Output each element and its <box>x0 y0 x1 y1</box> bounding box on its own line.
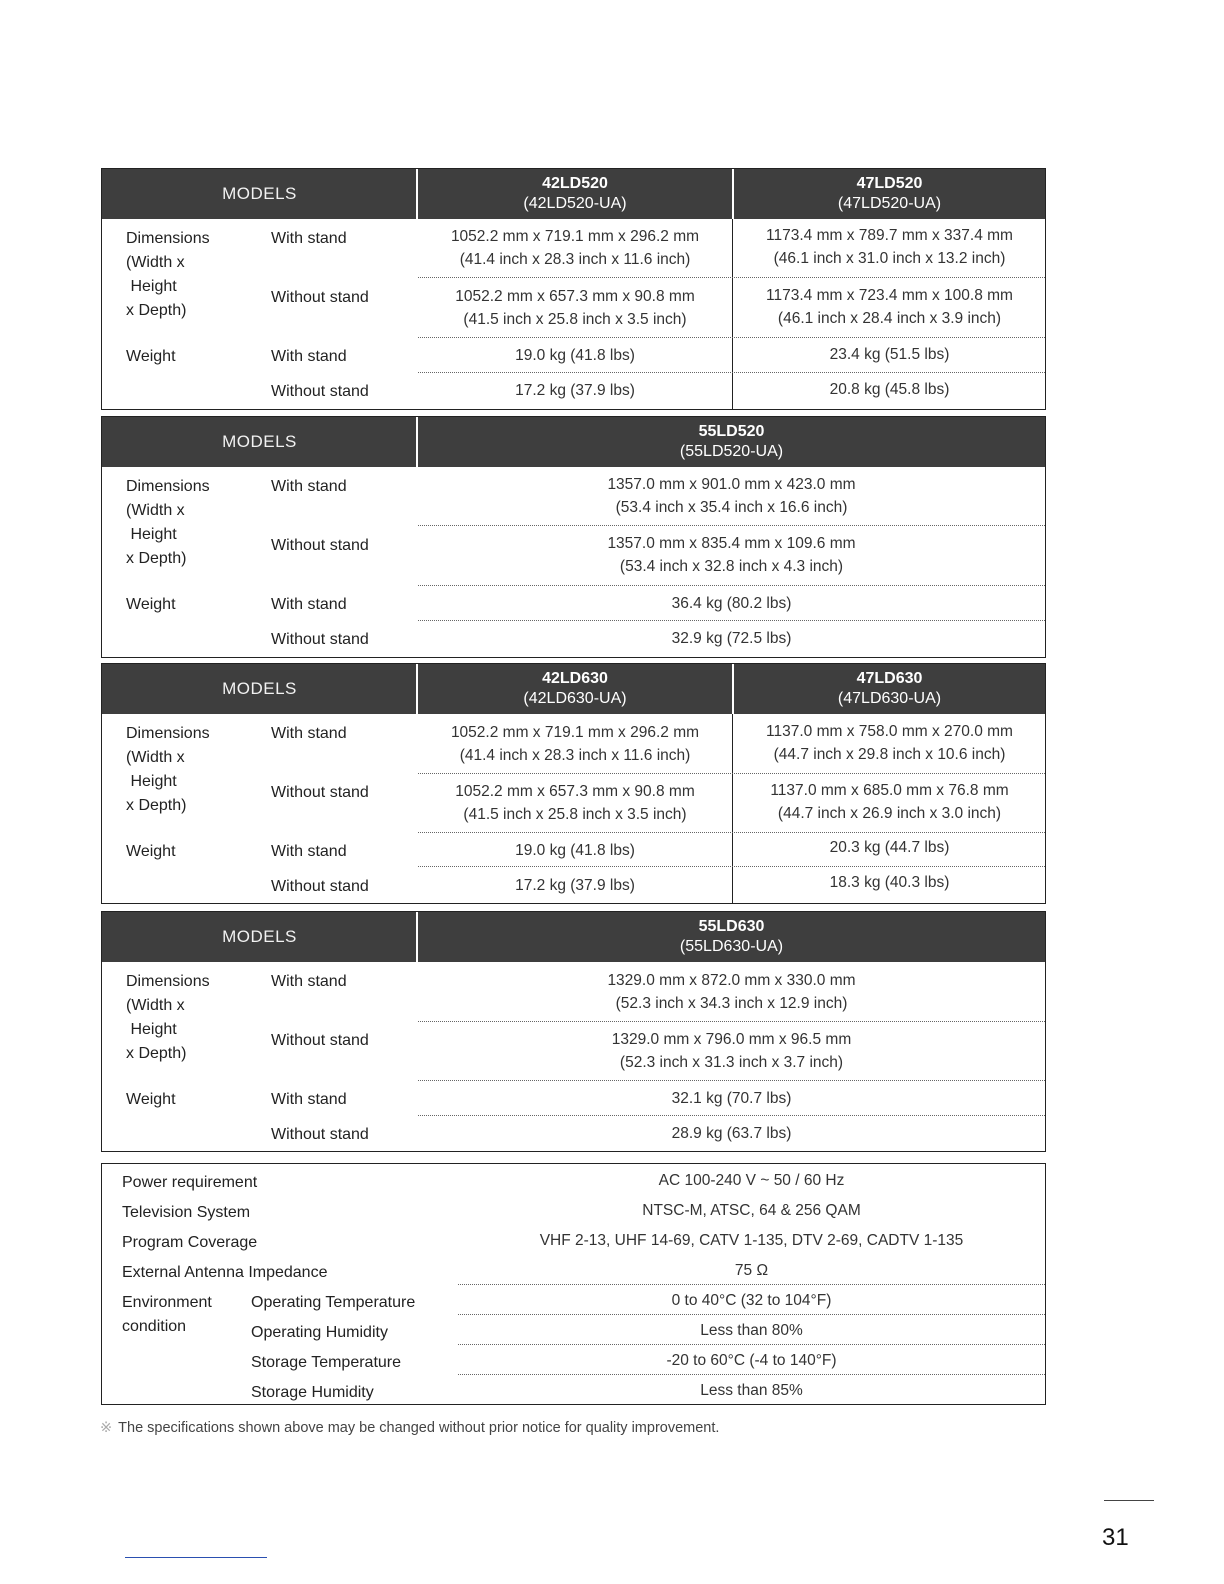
weight-label: Weight <box>126 348 176 365</box>
weight-with-stand: 19.0 kg (41.8 lbs) <box>515 347 635 364</box>
with-stand-label: With stand <box>271 230 347 247</box>
power-value: AC 100-240 V ~ 50 / 60 Hz <box>658 1172 845 1189</box>
weight-with-stand: 32.1 kg (70.7 lbs) <box>671 1090 792 1107</box>
storage-temp-value: -20 to 60°C (-4 to 140°F) <box>666 1352 837 1369</box>
footnote <box>100 1420 719 1436</box>
model-header <box>734 169 1045 219</box>
spec-table-1 <box>101 168 1046 410</box>
antenna-label: External Antenna Impedance <box>122 1264 328 1281</box>
model-name: 55LD630 <box>698 918 765 935</box>
dimensions-label: Dimensions (Width x Height x Depth) <box>126 478 210 567</box>
coverage-label: Program Coverage <box>122 1234 258 1251</box>
model-header <box>418 912 1045 962</box>
model-header <box>418 664 732 714</box>
dimension-with-stand: 1329.0 mm x 872.0 mm x 330.0 mm (52.3 inch x 34.3 inch x 12.9 inch) <box>607 972 856 1012</box>
with-stand-label: With stand <box>271 843 347 860</box>
model-name: 47LD520 <box>856 175 923 192</box>
models-header: MODELS <box>222 432 297 451</box>
weight-label: Weight <box>126 843 176 860</box>
without-stand-label: Without stand <box>271 289 369 306</box>
table-header <box>102 912 1045 962</box>
models-header: MODELS <box>222 679 297 698</box>
storage-temp-label: Storage Temperature <box>251 1354 402 1371</box>
models-header: MODELS <box>222 184 297 203</box>
weight-with-stand: 19.0 kg (41.8 lbs) <box>515 842 635 859</box>
dimension-without-stand: 1329.0 mm x 796.0 mm x 96.5 mm (52.3 inch x 31.3 inch x 3.7 inch) <box>611 1031 852 1071</box>
environment-label: Environment condition <box>122 1294 212 1335</box>
op-humidity-label: Operating Humidity <box>251 1324 388 1341</box>
page-rule <box>1104 1500 1154 1501</box>
model-header <box>418 417 1045 467</box>
model-code: (42LD520-UA) <box>523 195 627 212</box>
model-name: 47LD630 <box>856 670 923 687</box>
dimensions-label: Dimensions (Width x Height x Depth) <box>126 725 210 814</box>
table-header <box>102 169 1045 219</box>
model-code: (47LD520-UA) <box>837 195 942 212</box>
weight-without-stand: 18.3 kg (40.3 lbs) <box>829 874 950 891</box>
link-underline <box>125 1557 267 1558</box>
model-name: 42LD520 <box>542 175 608 192</box>
footnote-text: The specifications shown above may be changed without prior notice for quality improvement. <box>118 1420 720 1436</box>
weight-without-stand: 32.9 kg (72.5 lbs) <box>671 630 792 647</box>
spec-table-3 <box>101 663 1046 904</box>
weight-without-stand: 20.8 kg (45.8 lbs) <box>829 381 950 398</box>
tv-system-value: NTSC-M, ATSC, 64 & 256 QAM <box>642 1202 861 1219</box>
dimension-without-stand: 1173.4 mm x 723.4 mm x 100.8 mm (46.1 inch x 28.4 inch x 3.9 inch) <box>766 287 1013 327</box>
dimensions-label: Dimensions (Width x Height x Depth) <box>126 973 210 1062</box>
without-stand-label: Without stand <box>271 537 369 554</box>
with-stand-label: With stand <box>271 478 347 495</box>
with-stand-label: With stand <box>271 973 347 990</box>
dimension-without-stand: 1052.2 mm x 657.3 mm x 90.8 mm (41.5 inch x 25.8 inch x 3.5 inch) <box>455 288 695 328</box>
storage-humidity-value: Less than 85% <box>700 1382 803 1399</box>
dimension-with-stand: 1357.0 mm x 901.0 mm x 423.0 mm (53.4 inch x 35.4 inch x 16.6 inch) <box>607 476 856 516</box>
spec-table-4 <box>101 911 1046 1152</box>
model-header <box>418 169 732 219</box>
with-stand-label: With stand <box>271 725 347 742</box>
weight-with-stand: 36.4 kg (80.2 lbs) <box>671 595 792 612</box>
models-header: MODELS <box>222 927 297 946</box>
page-number: 31 <box>1102 1524 1129 1551</box>
weight-label: Weight <box>126 596 176 613</box>
weight-with-stand: 23.4 kg (51.5 lbs) <box>829 346 950 363</box>
dimension-without-stand: 1052.2 mm x 657.3 mm x 90.8 mm (41.5 inch x 25.8 inch x 3.5 inch) <box>455 783 695 823</box>
power-label: Power requirement <box>122 1174 258 1191</box>
without-stand-label: Without stand <box>271 784 369 801</box>
without-stand-label: Without stand <box>271 1032 369 1049</box>
without-stand-label: Without stand <box>271 878 369 895</box>
dimension-without-stand: 1137.0 mm x 685.0 mm x 76.8 mm (44.7 inch x 26.9 inch x 3.0 inch) <box>770 782 1009 822</box>
table-header <box>102 417 1045 467</box>
without-stand-label: Without stand <box>271 383 369 400</box>
without-stand-label: Without stand <box>271 1126 369 1143</box>
with-stand-label: With stand <box>271 596 347 613</box>
dimension-without-stand: 1357.0 mm x 835.4 mm x 109.6 mm (53.4 inch x 32.8 inch x 4.3 inch) <box>607 535 856 575</box>
model-name: 55LD520 <box>698 423 765 440</box>
dimension-with-stand: 1052.2 mm x 719.1 mm x 296.2 mm (41.4 inch x 28.3 inch x 11.6 inch) <box>450 228 700 268</box>
dimension-with-stand: 1052.2 mm x 719.1 mm x 296.2 mm (41.4 inch x 28.3 inch x 11.6 inch) <box>450 724 700 764</box>
weight-without-stand: 17.2 kg (37.9 lbs) <box>515 877 635 894</box>
model-code: (47LD630-UA) <box>837 690 942 707</box>
spec-table-2 <box>101 416 1046 658</box>
general-spec-table <box>101 1163 1046 1405</box>
coverage-value: VHF 2-13, UHF 14-69, CATV 1-135, DTV 2-69, CADTV 1-135 <box>539 1232 964 1249</box>
antenna-value: 75 Ω <box>734 1262 769 1279</box>
model-name: 42LD630 <box>542 670 608 687</box>
op-humidity-value: Less than 80% <box>700 1322 803 1339</box>
weight-label: Weight <box>126 1091 176 1108</box>
storage-humidity-label: Storage Humidity <box>251 1384 374 1401</box>
without-stand-label: Without stand <box>271 631 369 648</box>
dimension-with-stand: 1137.0 mm x 758.0 mm x 270.0 mm (44.7 inch x 29.8 inch x 10.6 inch) <box>766 723 1013 763</box>
with-stand-label: With stand <box>271 1091 347 1108</box>
note-mark: ※ <box>100 1420 113 1436</box>
model-code: (42LD630-UA) <box>523 690 627 707</box>
op-temp-value: 0 to 40°C (32 to 104°F) <box>671 1292 832 1309</box>
model-code: (55LD520-UA) <box>679 443 784 460</box>
dimension-with-stand: 1173.4 mm x 789.7 mm x 337.4 mm (46.1 inch x 31.0 inch x 13.2 inch) <box>766 227 1013 267</box>
op-temp-label: Operating Temperature <box>251 1294 416 1311</box>
dimensions-label: Dimensions (Width x Height x Depth) <box>126 230 210 319</box>
model-code: (55LD630-UA) <box>679 938 784 955</box>
weight-without-stand: 28.9 kg (63.7 lbs) <box>671 1125 792 1142</box>
table-header <box>102 664 1045 714</box>
model-header <box>734 664 1045 714</box>
with-stand-label: With stand <box>271 348 347 365</box>
tv-system-label: Television System <box>122 1204 251 1221</box>
weight-with-stand: 20.3 kg (44.7 lbs) <box>829 839 950 856</box>
weight-without-stand: 17.2 kg (37.9 lbs) <box>515 382 635 399</box>
